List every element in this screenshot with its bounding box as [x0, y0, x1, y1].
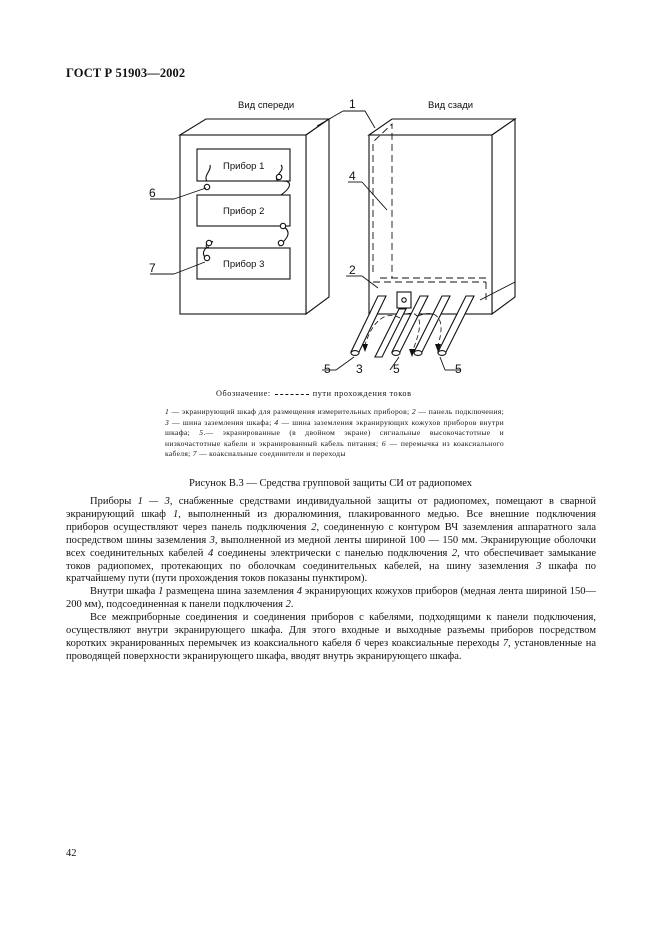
shielding-cabinet-figure — [0, 0, 661, 380]
page-number: 42 — [66, 848, 77, 859]
note-number: 7 — [192, 449, 197, 458]
callout-3: 3 — [356, 362, 363, 376]
note-text: — панель подключения; — [415, 407, 504, 416]
callout-4: 4 — [349, 169, 356, 183]
paragraph: Приборы 1 — 3, снабженные средствами индивидуальной защиты от радиопомех, помещают в сварной экранирующий шкаф 1, выполненный из дюралюминия, плакированного медью. Все внешние подключения приборов осуществляют через панель подключения 2, соединенную с контуром ВЧ заземления аппаратного зала посредством шины заземления 3, выполненной из медной ленты шириной 100 — 150 мм. Экранирующие оболочки всех соединительных кабелей 4 соединены электрически с панелью подключения 2, что обеспечивает замыкание токов радиопомех, протекающих по оболочкам соединительных кабелей, на шину заземления 3 шкафа по кратчайшему пути (пути прохождения токов показаны пунктиром). — [66, 496, 596, 585]
dashed-line-sample — [275, 394, 309, 395]
note-text: — коаксиальные соединители и переходы — [196, 449, 346, 458]
document-header: ГОСТ Р 51903—2002 — [66, 66, 186, 80]
back-cabinet — [351, 119, 515, 357]
body-text — [66, 496, 596, 664]
note-text: — экранирующий шкаф для размещения измерительных приборов; — [169, 407, 412, 416]
paragraph: Внутри шкафа 1 размещена шина заземления 4 экранирующих кожухов приборов (медная лента шириной 150—200 мм), подсоединенная к панели подключения 2. — [66, 586, 596, 611]
front-view-label: Вид спереди — [238, 100, 295, 111]
device-1-label: Прибор 1 — [223, 161, 265, 172]
legend-prefix: Обозначение: — [216, 389, 271, 398]
note-number: 6 — [381, 438, 386, 448]
note-text: — перемычка из коаксиального кабеля; — [165, 438, 504, 458]
note-number: 3 — [165, 417, 170, 427]
legend-suffix: пути прохождения токов — [312, 389, 412, 398]
back-view-label: Вид сзади — [428, 100, 474, 111]
callout-6: 6 — [149, 186, 156, 200]
figure-caption: Рисунок В.3 — Средства групповой защиты СИ от радиопомех — [189, 478, 472, 489]
note-number: 2 — [411, 407, 416, 416]
note-number: 5 — [199, 428, 204, 437]
device-3-label: Прибор 3 — [223, 259, 265, 270]
callout-5-right: 5 — [455, 362, 462, 376]
note-number: 1 — [165, 407, 170, 416]
note-number: 4 — [274, 417, 279, 427]
figure-notes — [165, 407, 504, 460]
callout-7: 7 — [149, 261, 156, 275]
callout-2: 2 — [349, 263, 356, 277]
note-text: — шина заземления шкафа; — [169, 417, 275, 427]
callout-5-middle: 5 — [393, 362, 400, 376]
device-2-label: Прибор 2 — [223, 206, 265, 217]
callout-1: 1 — [349, 97, 356, 111]
note-text: — шина заземления экранирующих кожухов приборов внутри шкафа; — [165, 417, 505, 437]
note-text: .— экранированные (в двойном экране) сигнальные высокочастотные и низкочастотные кабели и экранированный кабель питания; — [165, 428, 504, 448]
figure-legend — [216, 389, 412, 398]
paragraph: Все межприборные соединения и соединения приборов с кабелями, подходящими к панели подключения, осуществляют внутри экранирующего шкафа. Для этого входные и выходные разъемы приборов посредством коротких экранированных перемычек из коаксиального кабеля 6 через коаксиальные переходы 7, установленные на проводящей поверхности экранирующего шкафа, вводят внутрь экранирующего шкафа. — [66, 612, 597, 662]
callout-5-left: 5 — [324, 362, 331, 376]
